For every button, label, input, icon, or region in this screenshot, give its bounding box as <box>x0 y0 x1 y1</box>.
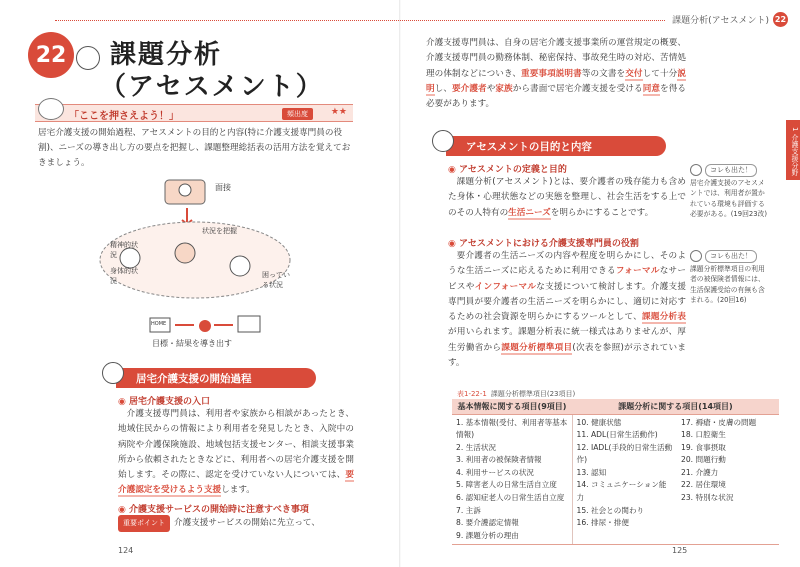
top-divider <box>55 20 705 21</box>
page-number: 124 <box>118 546 134 555</box>
illus-label-physical: 身体的状況 <box>110 267 138 285</box>
running-head-text: 課題分析(アセスメント) <box>672 16 769 26</box>
paragraph-text: や <box>486 83 496 94</box>
illus-label-trouble: 困っている状況 <box>262 271 290 289</box>
table-item: 13. 認知 <box>576 467 607 477</box>
right-page <box>400 0 800 567</box>
paragraph-text: して十分 <box>642 68 678 79</box>
table-item: 17. 褥瘡・皮膚の問題 <box>681 417 757 427</box>
running-head <box>666 12 788 27</box>
section-heading-left <box>116 368 316 388</box>
frequency-label: 頻出度 <box>282 108 313 120</box>
chapter-title-line2: （アセスメント） <box>100 72 324 102</box>
table-item: 22. 居住環境 <box>681 480 726 490</box>
interview-illustration <box>90 178 310 353</box>
subheading: ◉ 介護支援サービスの開始時に注意すべき事項 <box>118 502 309 515</box>
highlight-text: 交付 <box>625 68 643 79</box>
table-item: 10. 健康状態 <box>576 417 622 427</box>
table-item: 20. 問題行動 <box>681 455 726 465</box>
key-point-bar <box>35 104 353 122</box>
table-cell <box>677 414 779 545</box>
mascot-icon <box>432 130 454 152</box>
paragraph-text: を明らかにすることです。 <box>550 207 654 218</box>
table-item: 16. 排尿・排便 <box>576 518 629 528</box>
illus-label-mental: 精神的状況 <box>110 241 138 259</box>
note-header <box>690 164 770 177</box>
table-cell <box>572 414 677 545</box>
subheading: ◉ 居宅介護支援の入口 <box>118 394 210 407</box>
paragraph <box>426 36 686 112</box>
table-item: 1. 基本情報(受付、利用者等基本情報) <box>456 417 568 440</box>
paragraph-text: (次表を参照)が示されています。 <box>448 342 686 369</box>
table-item: 19. 食事摂取 <box>681 442 726 452</box>
table-item: 8. 要介護認定情報 <box>456 518 519 528</box>
highlight-text: フォーマル <box>615 266 660 277</box>
paragraph-text: なサービスや <box>448 266 686 292</box>
subheading: ◉ アセスメントにおける介護支援専門員の役割 <box>448 236 639 249</box>
mascot-icon <box>690 250 702 262</box>
margin-note <box>690 164 770 220</box>
paragraph-text: 等の文書を <box>581 68 626 79</box>
mascot-icon <box>102 362 124 384</box>
paragraph-text: し、 <box>434 83 453 94</box>
paragraph-text: が用いられます。課題分析表に統一様式はありませんが、厚生労働省から <box>448 327 686 353</box>
table-item: 11. ADL(日常生活動作) <box>576 430 658 440</box>
important-point-badge: 重要ポイント <box>118 515 170 532</box>
paragraph <box>448 249 686 371</box>
table-item: 14. コミュニケーション能力 <box>576 480 667 503</box>
highlight-text: 同意 <box>642 83 661 94</box>
highlight-text: 要介護者 <box>452 83 487 94</box>
paragraph-text: な支援について検討します。介護支援専門員が要介護者の生活ニーズを明らかにし、適切に対応するための社会資源を明らかにするツールとして、 <box>448 281 686 323</box>
frequency-stars: ★★ <box>330 107 347 117</box>
table-header: 課題分析に関する項目(14項目) <box>572 399 779 414</box>
running-head-number: 22 <box>773 12 788 27</box>
illus-label-situation: 状況を把握 <box>202 227 237 235</box>
section-title: アセスメントの目的と内容 <box>466 141 592 153</box>
highlight-text: 説明 <box>426 68 686 94</box>
illus-label-home: HOME <box>151 321 167 327</box>
mascot-icon <box>38 98 64 120</box>
illus-label-interview: 面接 <box>215 183 231 192</box>
page-number: 125 <box>672 546 688 555</box>
table-item: 12. IADL(手段的日常生活動作) <box>576 442 673 465</box>
section-title: 居宅介護支援の開始過程 <box>136 373 252 385</box>
paragraph-text: します。 <box>221 485 255 496</box>
paragraph-text: から書面で居宅介護支援を受ける <box>512 83 643 94</box>
highlight-text: 生活ニーズ <box>508 207 551 218</box>
highlight-text: 課題分析表 <box>642 312 686 323</box>
chapter-title-line1: 課題分析 <box>110 40 223 70</box>
table-cell <box>452 414 572 545</box>
illus-label-goal: 目標・結果を導き出す <box>152 339 232 348</box>
table-row <box>452 414 779 545</box>
table-item: 21. 介護力 <box>681 467 719 477</box>
table-item: 5. 障害老人の日常生活自立度 <box>456 480 557 490</box>
table-caption <box>457 389 575 399</box>
table-item: 23. 特別な状況 <box>681 493 734 503</box>
highlight-text: 課題分析標準項目 <box>501 342 573 353</box>
subheading: ◉ アセスメントの定義と目的 <box>448 162 567 175</box>
note-text: 居宅介護支援のアセスメントでは、利用者が置かれている環境も評価する必要がある。(19回23改) <box>690 178 767 218</box>
intro-text: 居宅介護支援の開始過程、アセスメントの目的と内容(特に介護支援専門員の役割)、ニーズの導き出し方の要点を把握し、課題整理総括表の活用方法を覚えておきましょう。 <box>38 128 351 168</box>
chapter-side-tab[interactable]: 1 介護支援分野 <box>786 120 800 180</box>
table-item: 6. 認知症老人の日常生活自立度 <box>456 493 565 503</box>
highlight-text: 要介護認定を受けるよう支援 <box>118 470 354 496</box>
mascot-icon <box>76 46 100 70</box>
margin-note <box>690 250 770 306</box>
assessment-items-table <box>452 399 779 545</box>
note-tag: コレも出た！ <box>705 164 757 177</box>
paragraph-text: 課題分析(アセスメント)とは、要介護者の残存能力も含めた身体・心理状態などの実態を整理し、社会生活をする上でのその人特有の <box>448 177 686 218</box>
highlight-text: インフォーマル <box>474 281 537 292</box>
paragraph <box>118 407 354 499</box>
highlight-text: 家族 <box>495 83 513 94</box>
section-heading-right <box>446 136 666 156</box>
paragraph-text: 介護支援専門員は、利用者や家族から相談があったとき、地域住民からの情報により利用者を発見したとき、入院中の病院や介護保険施設、地域包括支援センター、相談支援事業所から依頼されたときなどに、利用者への居宅介護支援を開始します。その際に、認定を受けていない人については、 <box>118 409 354 481</box>
note-tag: コレも出た！ <box>705 250 757 263</box>
paragraph-text: 介護支援サービスの開始に先立って、 <box>174 518 320 528</box>
table-header: 基本情報に関する項目(9項目) <box>452 399 572 414</box>
note-header <box>690 250 770 263</box>
table-number: 表1-22-1 <box>457 390 487 398</box>
table-item: 7. 主訴 <box>456 505 481 515</box>
mascot-icon <box>690 164 702 176</box>
table-item: 3. 利用者の被保険者情報 <box>456 455 542 465</box>
paragraph <box>448 175 686 221</box>
chapter-number: 22 <box>28 32 74 78</box>
highlight-text: 重要事項説明書 <box>521 68 582 79</box>
paragraph <box>118 515 358 532</box>
table-item: 4. 利用サービスの状況 <box>456 467 535 477</box>
table-item: 18. 口腔衛生 <box>681 430 726 440</box>
paragraph-text: を得る必要があります。 <box>426 83 686 110</box>
note-text: 課題分析標準項目の利用者の被保険者情報には、生活保護受給の有無も含まれる。(20回16) <box>690 264 765 304</box>
table-item: 9. 課題分析の理由 <box>456 530 519 540</box>
table-item: 15. 社会との関わり <box>576 505 645 515</box>
table-item: 2. 生活状況 <box>456 442 497 452</box>
key-point-label: 「ここを押さえよう！」 <box>69 111 179 122</box>
table-title: 課題分析標準項目(23項目) <box>490 390 576 398</box>
paragraph-text: 介護支援専門員は、自身の居宅介護支援事業所の運営規定の概要、介護支援専門員の勤務体制、秘密保持、事故発生時の対応、苦情処理の体制などについき、 <box>426 38 686 79</box>
paragraph-text: 要介護者の生活ニーズの内容や程度を明らかにし、そのような生活ニーズに応えるために利用できる <box>448 251 686 277</box>
